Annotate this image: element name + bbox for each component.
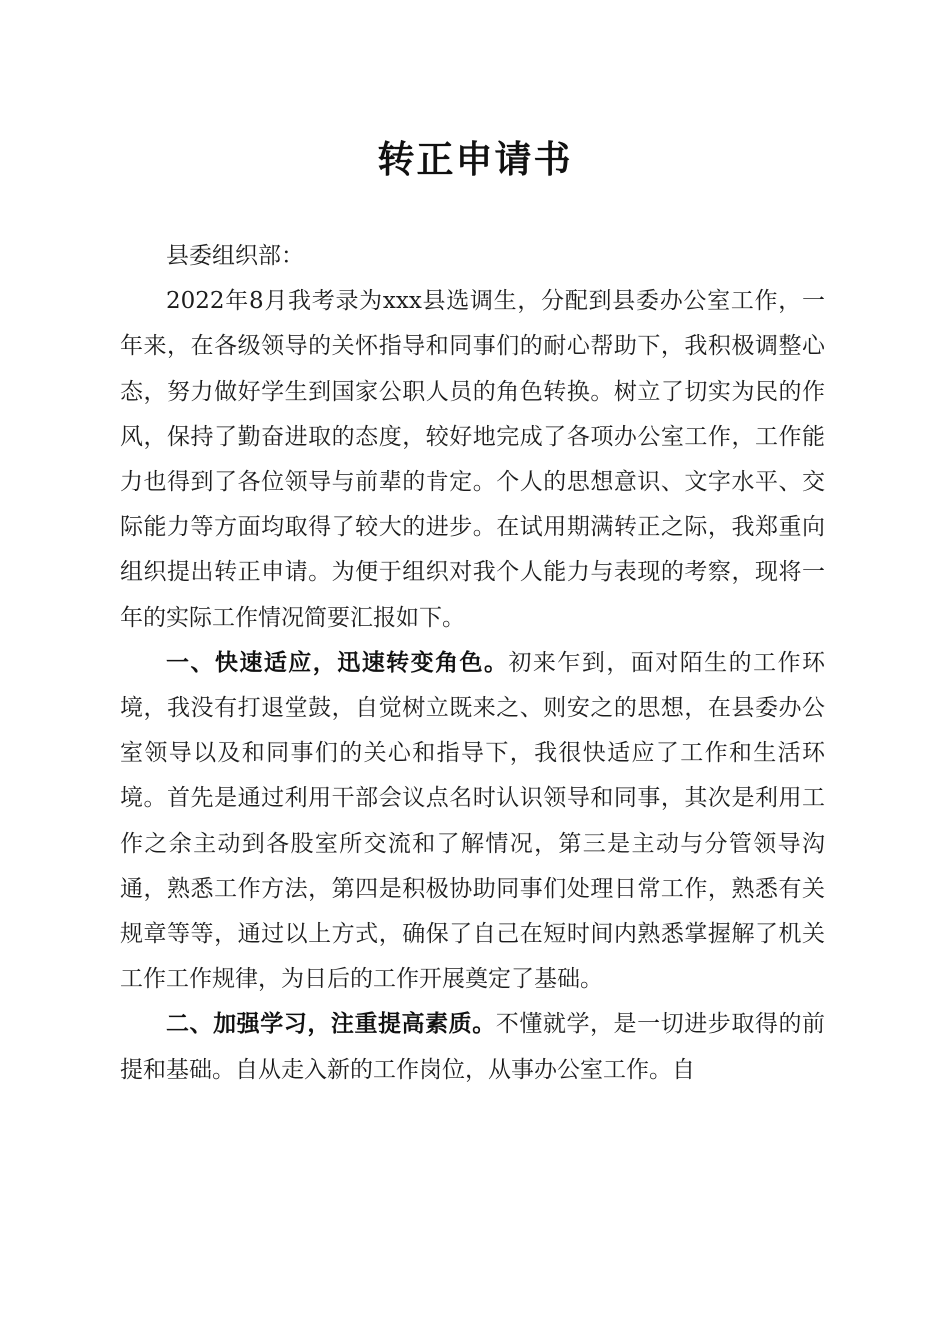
section-2-heading: 二、加强学习，注重提高素质。 — [166, 1011, 496, 1038]
paragraph-section-1 — [120, 641, 825, 1003]
section-1-body: 初来乍到，面对陌生的工作环境，我没有打退堂鼓，自觉树立既来之、则安之的思想，在县委办公室领导以及和同事们的关心和指导下，我很快适应了工作和生活环境。首先是通过利用干部会议点名时认识领导和同事，其次是利用工作之余主动到各股室所交流和了解情况，第三是主动与分管领导沟通，熟悉工作方法，第四是积极协助同事们处理日常工作，熟悉有关规章等等，通过以上方式，确保了自己在短时间内熟悉掌握解了机关工作工作规律，为日后的工作开展奠定了基础。 — [120, 649, 826, 993]
section-1-heading: 一、快速适应，迅速转变角色。 — [166, 649, 509, 676]
paragraph-section-2 — [120, 1002, 825, 1092]
paragraph-intro: 2022年8月我考录为xxx县选调生，分配到县委办公室工作，一年来，在各级领导的关怀指导和同事们的耐心帮助下，我积极调整心态，努力做好学生到国家公职人员的角色转换。树立了切实为民的作风，保持了勤奋进取的态度，较好地完成了各项办公室工作，工作能力也得到了各位领导与前辈的肯定。个人的思想意识、文字水平、交际能力等方面均取得了较大的进步。在试用期满转正之际，我郑重向组织提出转正申请。为便于组织对我个人能力与表现的考察，现将一年的实际工作情况简要汇报如下。 — [120, 288, 825, 631]
salutation: 县委组织部： — [166, 243, 304, 269]
document-body — [120, 234, 825, 1093]
document-title: 转正申请书 — [377, 137, 573, 181]
section-2-body: 不懂就学，是一切进步取得的前提和基础。自从走入新的工作岗位，从事办公室工作。自 — [120, 1011, 826, 1083]
